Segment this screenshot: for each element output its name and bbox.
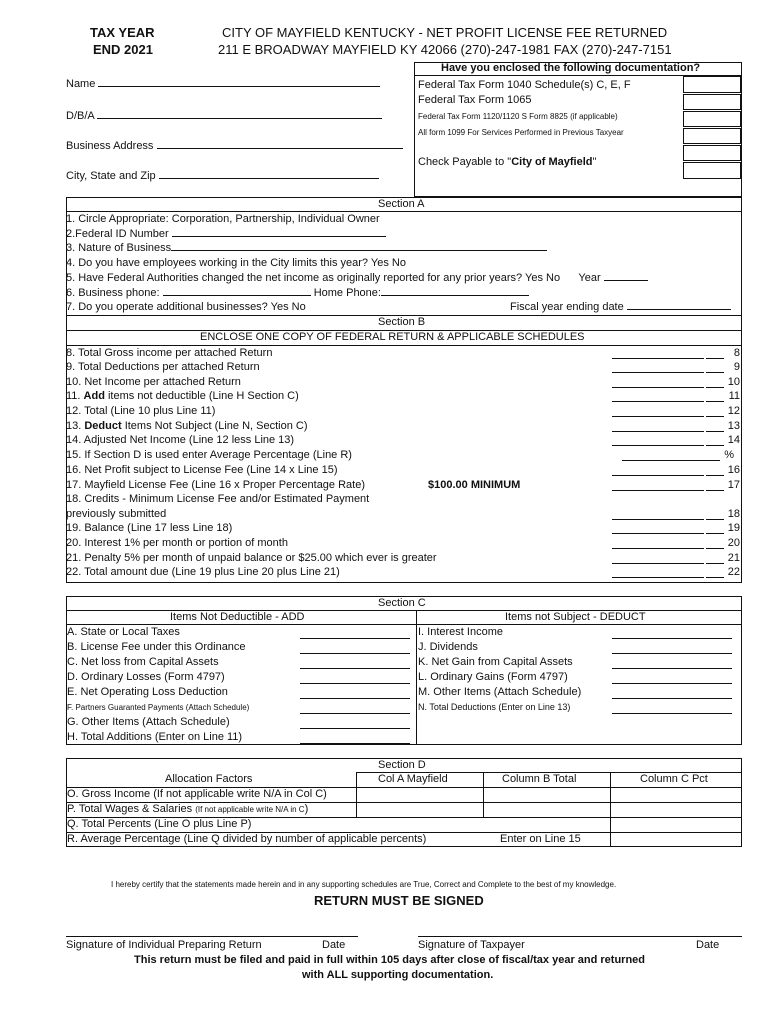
line-12-label: 12. Total (Line 10 plus Line 11) <box>66 405 216 417</box>
line-number: 21 <box>727 552 740 564</box>
section-c-right-item: I. Interest Income <box>418 626 503 638</box>
year-input[interactable] <box>604 280 648 281</box>
section-c-right-input[interactable] <box>612 653 732 654</box>
section-c-right-input[interactable] <box>612 638 732 639</box>
section-c-title: Section C <box>378 597 426 609</box>
q3-nature-business: 3. Nature of Business <box>66 242 547 254</box>
section-c-left-input[interactable] <box>300 713 410 714</box>
col-b-total: Column B Total <box>502 773 577 785</box>
line-17-label: 17. Mayfield License Fee (Line 16 x Proper Percentage Rate) <box>66 479 365 491</box>
nature-business-input[interactable] <box>171 250 547 251</box>
line-19-label: previously submitted <box>66 508 167 520</box>
line-number: 8 <box>733 347 740 359</box>
certification-statement: I hereby certify that the statements made herein and in any supporting schedules are True, Correct and Complete to the best of my knowledge. <box>111 880 617 889</box>
line-number: 22 <box>727 566 740 578</box>
section-c-right-input[interactable] <box>612 668 732 669</box>
sig-taxpayer-label: Signature of Taxpayer <box>418 939 525 951</box>
section-c-left-item: G. Other Items (Attach Schedule) <box>67 716 230 728</box>
section-c-right-input[interactable] <box>612 713 732 714</box>
date-label-2: Date <box>696 939 720 951</box>
section-c-left-item: D. Ordinary Losses (Form 4797) <box>67 671 225 683</box>
line-number: 19 <box>727 522 740 534</box>
city-state-zip-input[interactable] <box>159 178 379 179</box>
line-8-label: 8. Total Gross income per attached Return <box>66 347 273 359</box>
row-q-total-percents: Q. Total Percents (Line O plus Line P) <box>67 818 252 830</box>
line-cents-input[interactable] <box>706 577 724 578</box>
city-state-zip-row: City, State and Zip <box>66 170 379 182</box>
line-input[interactable] <box>612 416 704 417</box>
line-number: 11 <box>728 390 740 402</box>
line-number: 12 <box>727 405 740 417</box>
line-input[interactable] <box>612 475 704 476</box>
line-number: 17 <box>727 479 740 491</box>
deadline-line-2: with ALL supporting documentation. <box>302 969 494 981</box>
section-c-right-item: K. Net Gain from Capital Assets <box>418 656 573 668</box>
section-a-title: Section A <box>378 198 425 210</box>
line-number: 16 <box>727 464 740 476</box>
section-c-left-item: A. State or Local Taxes <box>67 626 180 638</box>
doc-1120: Federal Tax Form 1120/1120 S Form 8825 (if applicable) <box>418 112 618 121</box>
business-address-row: Business Address <box>66 140 403 152</box>
signature-line-preparer[interactable] <box>66 936 358 937</box>
line-cents-input[interactable] <box>706 548 724 549</box>
cell-o-col-b[interactable] <box>484 788 609 801</box>
section-c-left-input[interactable] <box>300 743 410 744</box>
line-cents-input[interactable] <box>706 445 724 446</box>
name-row: Name <box>66 78 380 90</box>
date-label-1: Date <box>322 939 346 951</box>
checkbox-1099[interactable] <box>683 128 741 144</box>
line-input[interactable] <box>612 372 704 373</box>
col-allocation-factors: Allocation Factors <box>165 773 253 785</box>
dba-input[interactable] <box>97 118 382 119</box>
row-r-average: R. Average Percentage (Line Q divided by number of applicable percents) <box>67 833 427 845</box>
fiscal-year-input[interactable] <box>627 309 731 310</box>
q5-federal-changes: 5. Have Federal Authorities changed the net income as originally reported for any prior years? Yes No Year <box>66 272 648 284</box>
minimum-fee: $100.00 MINIMUM <box>428 479 521 491</box>
checkbox-1040[interactable] <box>683 76 741 93</box>
line-number: 14 <box>727 434 740 446</box>
q2-federal-id: 2.Federal ID Number <box>66 228 386 240</box>
line-input[interactable] <box>612 445 704 446</box>
line-cents-input[interactable] <box>706 416 724 417</box>
form-title: CITY OF MAYFIELD KENTUCKY - NET PROFIT LICENSE FEE RETURNED <box>222 25 668 40</box>
line-cents-input[interactable] <box>706 475 724 476</box>
q7-additional-businesses: 7. Do you operate additional businesses? Yes No <box>66 301 306 313</box>
line-input[interactable] <box>622 460 720 461</box>
line-cents-input[interactable] <box>706 358 724 359</box>
line-cents-input[interactable] <box>706 533 724 534</box>
line-cents-input[interactable] <box>706 431 724 432</box>
section-b-title: Section B <box>378 316 426 328</box>
line-13-label: 13. Deduct Items Not Subject (Line N, Section C) <box>66 420 308 432</box>
check-payable: Check Payable to "City of Mayfield" <box>418 156 597 168</box>
cell-o-col-c[interactable] <box>611 788 741 801</box>
cell-o-col-a[interactable] <box>357 788 482 801</box>
left-header: Items Not Deductible - ADD <box>170 611 305 623</box>
return-must-be-signed: RETURN MUST BE SIGNED <box>314 893 484 908</box>
col-c-pct: Column C Pct <box>640 773 708 785</box>
dba-row: D/B/A <box>66 110 382 122</box>
line-cents-input[interactable] <box>706 490 724 491</box>
section-c-left-input[interactable] <box>300 728 410 729</box>
line-input[interactable] <box>612 401 704 402</box>
line-input[interactable] <box>612 387 704 388</box>
line-number: 13 <box>727 420 740 432</box>
tax-year-label: TAX YEAR <box>90 25 155 40</box>
line-23-label: 22. Total amount due (Line 19 plus Line 20 plus Line 21) <box>66 566 340 578</box>
home-phone-input[interactable] <box>381 295 529 296</box>
line-22-label: 21. Penalty 5% per month of unpaid balance or $25.00 which ever is greater <box>66 552 437 564</box>
section-c-left-input[interactable] <box>300 698 410 699</box>
line-cents-input[interactable] <box>706 387 724 388</box>
checkbox-blank-2[interactable] <box>683 162 741 179</box>
cell-q-col-c[interactable] <box>611 818 741 831</box>
line-number: 20 <box>727 537 740 549</box>
checkbox-1120[interactable] <box>683 111 741 127</box>
section-c-right-input[interactable] <box>612 683 732 684</box>
cell-p-col-b[interactable] <box>484 803 609 816</box>
q1-circle-appropriate: 1. Circle Appropriate: Corporation, Partnership, Individual Owner <box>66 213 380 225</box>
cell-p-col-a[interactable] <box>357 803 482 816</box>
cell-p-col-c[interactable] <box>611 803 741 816</box>
section-c-left-item: F. Partners Guaranted Payments (Attach Schedule) <box>67 703 250 712</box>
line-input[interactable] <box>612 548 704 549</box>
cell-r-col-c[interactable] <box>611 833 741 846</box>
line-10-label: 10. Net Income per attached Return <box>66 376 241 388</box>
line-9-label: 9. Total Deductions per attached Return <box>66 361 260 373</box>
col-a-mayfield: Col A Mayfield <box>378 773 448 785</box>
line-input[interactable] <box>612 563 704 564</box>
line-number: % <box>724 449 734 461</box>
enclose-federal-return: ENCLOSE ONE COPY OF FEDERAL RETURN & APPLICABLE SCHEDULES <box>200 331 585 343</box>
section-c-left-input[interactable] <box>300 683 410 684</box>
checkbox-1065[interactable] <box>683 94 741 110</box>
doc-1099: All form 1099 For Services Performed in Previous Taxyear <box>418 128 624 137</box>
q6-business-phone: 6. Business phone: Home Phone: <box>66 287 529 299</box>
federal-id-input[interactable] <box>172 236 386 237</box>
section-c-left-item: B. License Fee under this Ordinance <box>67 641 246 653</box>
line-18-label: 18. Credits - Minimum License Fee and/or Estimated Payment <box>66 493 370 505</box>
deadline-line-1: This return must be filed and paid in full within 105 days after close of fiscal/tax year and returned <box>134 954 646 966</box>
line-20-label: 19. Balance (Line 17 less Line 18) <box>66 522 233 534</box>
section-c-right-item: N. Total Deductions (Enter on Line 13) <box>418 702 571 712</box>
line-cents-input[interactable] <box>706 401 724 402</box>
section-c-left-input[interactable] <box>300 653 410 654</box>
line-input[interactable] <box>612 577 704 578</box>
line-number: 18 <box>727 508 740 520</box>
section-c-left-input[interactable] <box>300 638 410 639</box>
tax-year-end: END 2021 <box>93 42 153 57</box>
line-input[interactable] <box>612 358 704 359</box>
right-header: Items not Subject - DEDUCT <box>505 611 646 623</box>
business-phone-input[interactable] <box>163 295 311 296</box>
signature-line-taxpayer[interactable] <box>418 936 742 937</box>
section-c-right-input[interactable] <box>612 698 732 699</box>
q4-employees: 4. Do you have employees working in the City limits this year? Yes No <box>66 257 406 269</box>
section-d-title: Section D <box>378 759 426 771</box>
line-cents-input[interactable] <box>706 519 724 520</box>
section-c-right-item: M. Other Items (Attach Schedule) <box>418 686 582 698</box>
section-c-right-item: J. Dividends <box>418 641 478 653</box>
sig-individual-label: Signature of Individual Preparing Return <box>66 939 262 951</box>
row-p-wages: P. Total Wages & Salaries (If not applicable write N/A in C) <box>67 803 309 815</box>
line-21-label: 20. Interest 1% per month or portion of month <box>66 537 288 549</box>
enter-on-line-15: Enter on Line 15 <box>500 833 581 845</box>
city-address: 211 E BROADWAY MAYFIELD KY 42066 (270)-247-1981 FAX (270)-247-7151 <box>218 42 672 57</box>
fiscal-year-ending: Fiscal year ending date <box>510 301 731 313</box>
line-11-label: 11. Add items not deductible (Line H Section C) <box>66 390 299 402</box>
line-input[interactable] <box>612 533 704 534</box>
section-c-right-item: L. Ordinary Gains (Form 4797) <box>418 671 568 683</box>
business-address-input[interactable] <box>157 148 403 149</box>
line-number: 10 <box>727 376 740 388</box>
line-cents-input[interactable] <box>706 372 724 373</box>
section-c-left-item: E. Net Operating Loss Deduction <box>67 686 228 698</box>
section-c-left-item: H. Total Additions (Enter on Line 11) <box>67 731 243 743</box>
line-number: 9 <box>733 361 740 373</box>
documentation-heading: Have you enclosed the following documentation? <box>441 62 701 74</box>
line-16-label: 16. Net Profit subject to License Fee (Line 14 x Line 15) <box>66 464 338 476</box>
line-14-label: 14. Adjusted Net Income (Line 12 less Line 13) <box>66 434 295 446</box>
line-input[interactable] <box>612 519 704 520</box>
line-input[interactable] <box>612 431 704 432</box>
line-cents-input[interactable] <box>706 563 724 564</box>
checkbox-blank-1[interactable] <box>683 145 741 161</box>
row-o-gross-income: O. Gross Income (If not applicable write N/A in Col C) <box>67 788 327 800</box>
line-15-label: 15. If Section D is used enter Average Percentage (Line R) <box>66 449 352 461</box>
section-c-left-item: C. Net loss from Capital Assets <box>67 656 219 668</box>
name-input[interactable] <box>98 86 380 87</box>
line-input[interactable] <box>612 490 704 491</box>
doc-1065: Federal Tax Form 1065 <box>418 94 532 106</box>
doc-1040: Federal Tax Form 1040 Schedule(s) C, E, F <box>418 79 631 91</box>
section-c-left-input[interactable] <box>300 668 410 669</box>
